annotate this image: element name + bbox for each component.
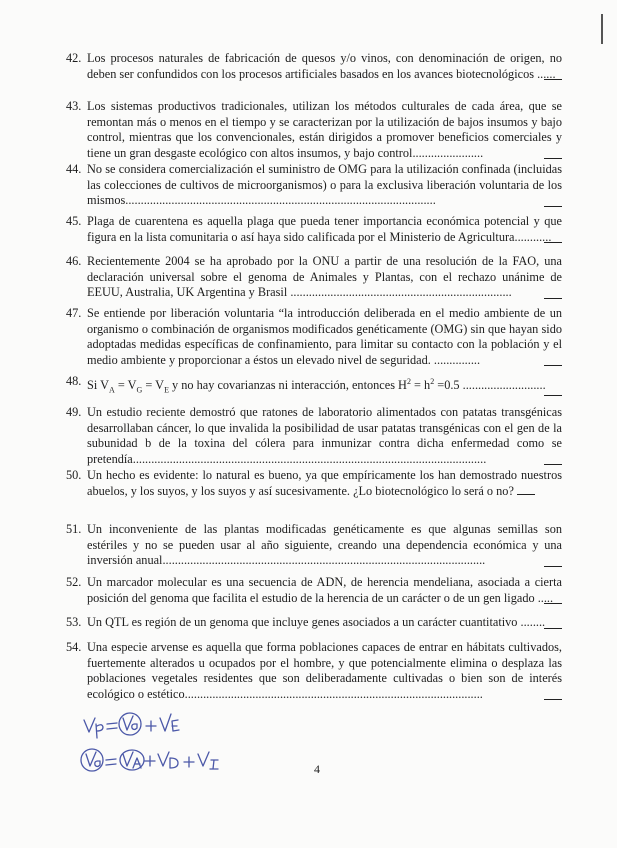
scan-mark: [601, 14, 603, 44]
question-48: [66, 374, 562, 398]
question-45: [66, 214, 562, 245]
handwritten-formulas: [80, 702, 250, 782]
question-number: 51.: [66, 522, 82, 536]
question-text: Recientemente 2004 se ha aprobado por la ONU a partir de una resolución de la FAO, una declaración universal sobre el genoma de Animales y Plantas, con el rechazo unánime de EEUU, Australia, UK Argentina y Brasil ........................................................................: [87, 254, 562, 300]
question-51: [66, 522, 562, 569]
question-text: Plaga de cuarentena es aquella plaga que pueda tener importancia económica potencial y que figura en la lista comunitaria o así haya sido calificada por el Ministerio de Agricultura............: [87, 214, 562, 244]
question-number: 47.: [66, 306, 82, 320]
question-number: 53.: [66, 615, 82, 629]
question-text: Los sistemas productivos tradicionales, utilizan los métodos culturales de cada área, que se remontan más o menos en el tiempo y se caracterizan por la utilización de bajos insumos y bajo control, mientras que los convencionales, están dirigidos a promover beneficios comerciales y tiene un gran desgaste ecológico con altos insumos, y bajo control.......................: [87, 99, 562, 160]
question-43: [66, 99, 562, 161]
question-number: 50.: [66, 468, 82, 482]
question-number: 49.: [66, 405, 82, 419]
question-46: [66, 254, 562, 301]
question-44: [66, 162, 562, 209]
answer-blank[interactable]: [544, 158, 562, 159]
answer-blank[interactable]: [544, 699, 562, 700]
answer-blank[interactable]: [544, 365, 562, 366]
answer-blank[interactable]: [544, 628, 562, 629]
question-text-body: Un hecho es evidente: lo natural es bueno, ya que empíricamente los han demostrado nuestros abuelos, y los suyos, y los suyos y así sucesivamente. ¿Lo biotecnológico lo será o no?: [87, 468, 562, 498]
question-text: Un QTL es región de un genoma que incluye genes asociados a un carácter cuantitativo ........: [87, 615, 546, 629]
question-text: Se entiende por liberación voluntaria “la introducción deliberada en el medio ambiente de un organismo o combinación de organismos modificados genéticamente (OMG) sin que hayan sido adoptadas medidas específicas de confinamiento, para limitar su contacto con la población y el medio ambiente y proporcionar a éstos un elevado nivel de seguridad. ...............: [87, 306, 562, 367]
question-text: Un marcador molecular es una secuencia de ADN, de herencia mendeliana, asociada a cierta posición del genoma que facilita el estudio de la herencia de un carácter o de un gen ligado .....: [87, 575, 562, 605]
question-number: 44.: [66, 162, 82, 176]
page-number: 4: [314, 762, 320, 776]
answer-blank[interactable]: [544, 206, 562, 207]
answer-blank[interactable]: [544, 298, 562, 299]
question-53: [66, 615, 562, 631]
question-number: 42.: [66, 51, 82, 65]
question-text: Una especie arvense es aquella que forma poblaciones capaces de entrar en hábitats cultivados, fuertemente alterados u ocupados por el hombre, y que potencialmente elimina o desplaza las poblaciones vegetales residentes que son deliberadamente cultivadas o bien son de interés ecológico o estético.................................................................................................: [87, 640, 562, 701]
answer-blank[interactable]: [544, 242, 562, 243]
question-text: Los procesos naturales de fabricación de quesos y/o vinos, con denominación de origen, no deben ser confundidos con los procesos artificiales basados en los avances biotecnológicos ......: [87, 51, 562, 81]
question-number: 54.: [66, 640, 82, 654]
question-text: Un estudio reciente demostró que ratones de laboratorio alimentados con patatas transgénicas desarrollaban cáncer, lo que invalida la posibilidad de usar patatas transgénicas con el gen de la subunidad b de la toxina del cólera para inmunizar contra dicha enfermedad como se pretendía...................................................................................................................: [87, 405, 562, 466]
question-text: Si $V_A = V_G = V_E$ y no hay covarianzas ni interacción, entonces $H^2 = h^2 =0.5$ ...........................: [87, 377, 546, 395]
question-number: 45.: [66, 214, 82, 228]
question-54: [66, 640, 562, 702]
question-number: 46.: [66, 254, 82, 268]
question-text: No se considera comercialización el suministro de OMG para la utilización confinada (incluidas las colecciones de cultivos de microorganismos) o para la exclusiva liberación voluntaria de los mismos.....................................................................................................: [87, 162, 562, 208]
answer-blank[interactable]: [544, 464, 562, 465]
question-47: [66, 306, 562, 368]
answer-blank[interactable]: [544, 79, 562, 80]
question-50: [66, 468, 562, 499]
question-52: [66, 575, 562, 606]
question-text: [87, 468, 562, 499]
question-number: 48.: [66, 374, 82, 388]
question-49: [66, 405, 562, 467]
answer-blank[interactable]: [544, 566, 562, 567]
question-number: 52.: [66, 575, 82, 589]
answer-blank[interactable]: [517, 484, 535, 495]
answer-blank[interactable]: [544, 395, 562, 396]
question-number: 43.: [66, 99, 82, 113]
question-text: Un inconveniente de las plantas modificadas genéticamente es que algunas semillas son estériles y no se pueden usar al año siguiente, creando una dependencia económica y una inversión anual.........................................................................................................: [87, 522, 562, 568]
answer-blank[interactable]: [544, 603, 562, 604]
question-42: [66, 51, 562, 82]
